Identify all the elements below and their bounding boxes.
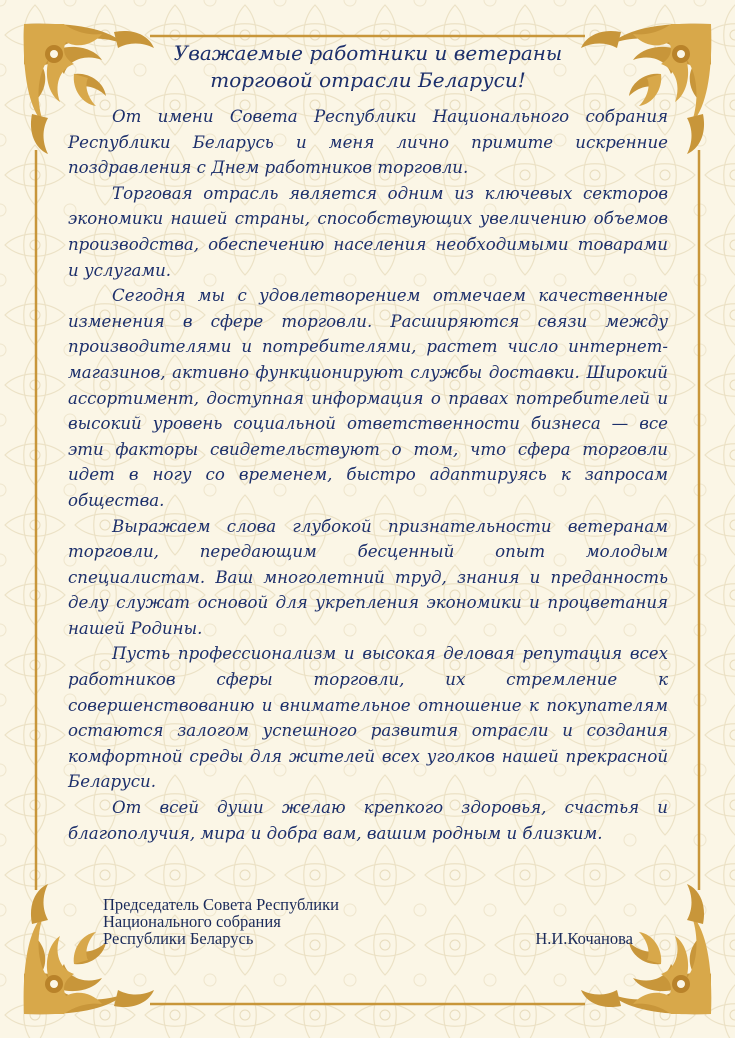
paragraph-5: Пусть профессионализм и высокая деловая репутация всех работников сферы торговли, их стремление к совершенствованию и внимательное отношение к покупателям остаются залогом успешного развития отрасли и создания комфортной среды для жителей всех уголков нашей прекрасной Беларуси. — [68, 644, 668, 792]
signature-position-line-1: Председатель Совета Республики — [103, 895, 339, 914]
signature-position-line-2: Национального собрания — [103, 912, 281, 931]
greeting-title — [68, 40, 668, 94]
paragraph-2: Торговая отрасль является одним из ключевых секторов экономики нашей страны, способствующих увеличению объемов производства, обеспечению населения необходимыми товарами и услугами. — [68, 183, 668, 280]
signature-name: Н.И.Кочанова — [535, 929, 633, 948]
letter-body — [68, 40, 668, 846]
greeting-line-1: Уважаемые работники и ветераны — [173, 41, 563, 65]
signature-position-line-3: Республики Беларусь — [103, 929, 254, 948]
paragraph-6: От всей души желаю крепкого здоровья, счастья и благополучия, мира и добра вам, вашим родным и близким. — [68, 798, 668, 843]
paragraph-1: От имени Совета Республики Национального собрания Республики Беларусь и меня лично примите искренние поздравления с Днем работников торговли. — [68, 107, 668, 178]
greeting-line-2: торговой отрасли Беларуси! — [210, 68, 526, 92]
paragraph-3: Сегодня мы с удовлетворением отмечаем качественные изменения в сфере торговли. Расширяются связи между производителями и потребителями, растет число интернет-магазинов, активно функционируют службы доставки. Широкий ассортимент, доступная информация о правах потребителей и высокий уровень социальной ответственности бизнеса — все эти факторы свидетельствуют о том, что сфера торговли идет в ногу со временем, быстро адаптируясь к запросам общества. — [68, 286, 668, 510]
signature-block — [103, 896, 633, 947]
paragraph-4: Выражаем слова глубокой признательности ветеранам торговли, передающим бесценный опыт молодым специалистам. Ваш многолетний труд, знания и преданность делу служат основой для укрепления экономики и процветания нашей Родины. — [68, 516, 668, 638]
